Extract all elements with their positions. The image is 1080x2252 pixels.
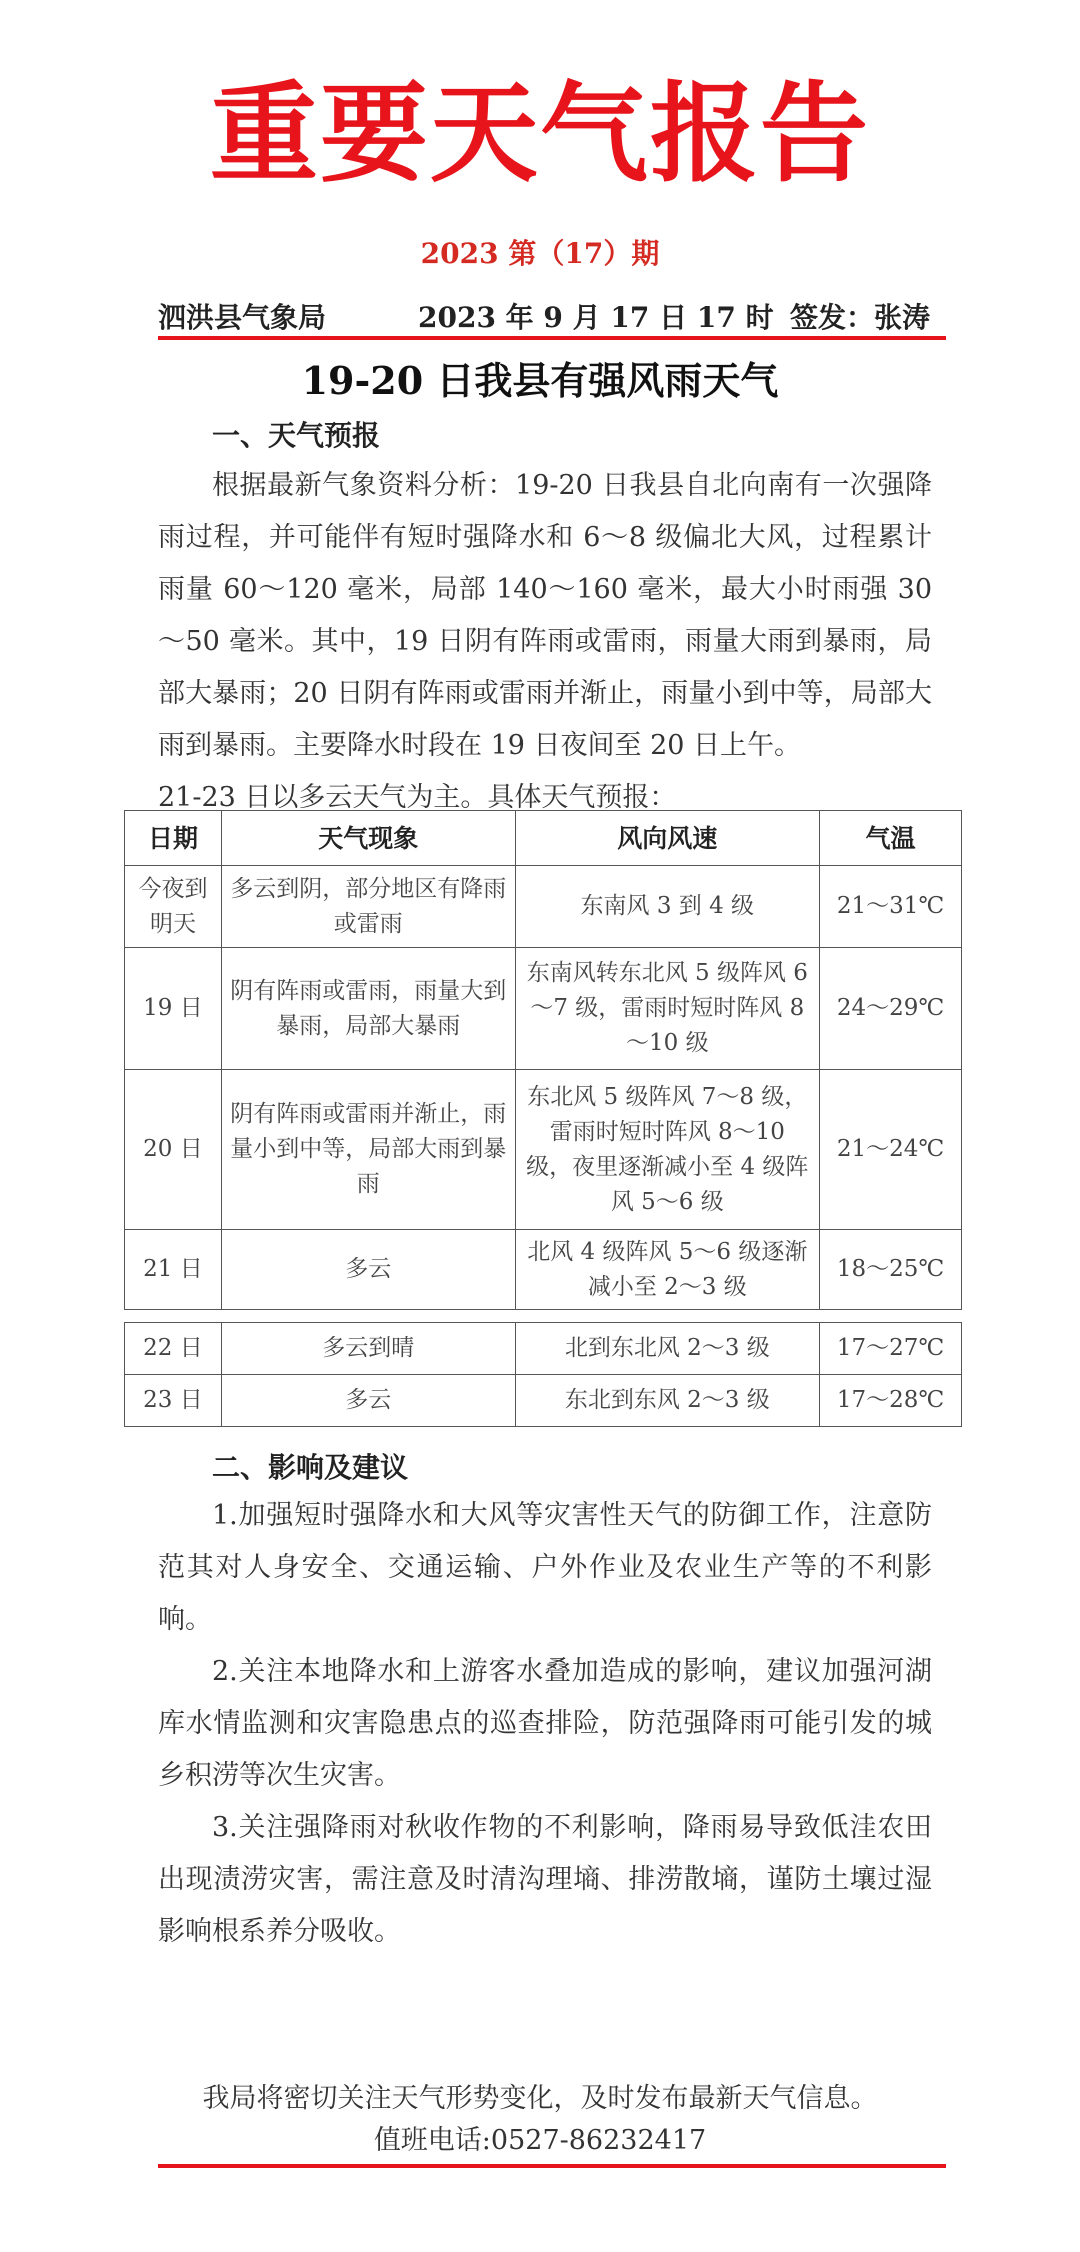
footer-rule (158, 2164, 946, 2168)
table-cell-date: 20 日 (125, 1070, 222, 1230)
issue-number: 2023 第（17）期 (420, 237, 660, 270)
table-cell-wind: 东北风 5 级阵风 7～8 级，雷雨时短时阵风 8～10 级，夜里逐渐减小至 4 级阵风 5～6 级 (515, 1070, 820, 1230)
table-cell-weather: 阴有阵雨或雷雨，雨量大到暴雨，局部大暴雨 (221, 948, 515, 1070)
col-header-wind: 风向风速 (515, 811, 820, 866)
table-cell-wind: 北风 4 级阵风 5～6 级逐渐减小至 2～3 级 (515, 1230, 820, 1310)
table-row (125, 866, 962, 948)
signer: 签发：张涛 (790, 301, 931, 334)
table-cell-wind: 东南风转东北风 5 级阵风 6～7 级，雷雨时短时阵风 8～10 级 (515, 948, 820, 1070)
table-cell-date: 22 日 (125, 1323, 222, 1375)
issue-datetime: 2023 年 9 月 17 日 17 时 (418, 301, 774, 334)
table-header-row (125, 811, 962, 866)
table-cell-date: 19 日 (125, 948, 222, 1070)
table-cell-date: 今夜到明天 (125, 866, 222, 948)
col-header-date: 日期 (125, 811, 222, 866)
table-cell-date: 21 日 (125, 1230, 222, 1310)
table-row (125, 1375, 962, 1427)
footer-notice: 我局将密切关注天气形势变化，及时发布最新天气信息。 (202, 2083, 878, 2114)
col-header-temperature: 气温 (820, 811, 962, 866)
forecast-tail: 21-23 日以多云天气为主。具体天气预报： (158, 782, 677, 813)
forecast-paragraph: 根据最新气象资料分析：19-20 日我县自北向南有一次强降雨过程，并可能伴有短时强降水和 6～8 级偏北大风，过程累计雨量 60～120 毫米，局部 140～160 毫米，最大小时雨强 30～50 毫米。其中，19 日阴有阵雨或雷雨，雨量大雨到暴雨，局部大暴雨；20 日阴有阵雨或雷雨并渐止，雨量小到中等，局部大雨到暴雨。主要降水时段在 19 日夜间至 20 日上午。 (158, 470, 932, 761)
table-cell-weather: 多云 (221, 1230, 515, 1310)
table-cell-wind: 东北到东风 2～3 级 (515, 1375, 820, 1427)
section-heading-forecast: 一、天气预报 (212, 419, 381, 452)
table-cell-weather: 多云 (221, 1375, 515, 1427)
table-row (125, 948, 962, 1070)
col-header-weather: 天气现象 (221, 811, 515, 866)
forecast-table-continued (124, 1322, 962, 1427)
table-cell-weather: 阴有阵雨或雷雨并渐止，雨量小到中等，局部大雨到暴雨 (221, 1070, 515, 1230)
table-cell-wind: 北到东北风 2～3 级 (515, 1323, 820, 1375)
forecast-table (124, 810, 962, 1310)
table-cell-weather: 多云到晴 (221, 1323, 515, 1375)
advice-item: 1.加强短时强降水和大风等灾害性天气的防御工作，注意防范其对人身安全、交通运输、户外作业及农业生产等的不利影响。 (158, 1500, 932, 1635)
advice-item: 3.关注强降雨对秋收作物的不利影响，降雨易导致低洼农田出现渍涝灾害，需注意及时清沟理墒、排涝散墒，谨防土壤过湿影响根系养分吸收。 (158, 1812, 932, 1947)
table-cell-temperature: 21～24℃ (820, 1070, 962, 1230)
table-row (125, 1230, 962, 1310)
masthead-title: 重要天气报告 (209, 72, 870, 197)
duty-phone: 值班电话:0527-86232417 (373, 2125, 707, 2156)
table-cell-weather: 多云到阴，部分地区有降雨或雷雨 (221, 866, 515, 948)
advice-item: 2.关注本地降水和上游客水叠加造成的影响，建议加强河湖库水情监测和灾害隐患点的巡查排险，防范强降雨可能引发的城乡积涝等次生灾害。 (158, 1656, 932, 1791)
table-cell-temperature: 17～27℃ (820, 1323, 962, 1375)
table-cell-temperature: 17～28℃ (820, 1375, 962, 1427)
issuing-organization: 泗洪县气象局 (158, 301, 327, 334)
table-row (125, 1323, 962, 1375)
table-cell-date: 23 日 (125, 1375, 222, 1427)
report-title: 19-20 日我县有强风雨天气 (301, 358, 779, 403)
table-cell-temperature: 18～25℃ (820, 1230, 962, 1310)
table-cell-temperature: 21～31℃ (820, 866, 962, 948)
table-cell-wind: 东南风 3 到 4 级 (515, 866, 820, 948)
header-rule (158, 336, 946, 340)
section-heading-advice: 二、影响及建议 (212, 1451, 409, 1484)
table-cell-temperature: 24～29℃ (820, 948, 962, 1070)
table-row (125, 1070, 962, 1230)
